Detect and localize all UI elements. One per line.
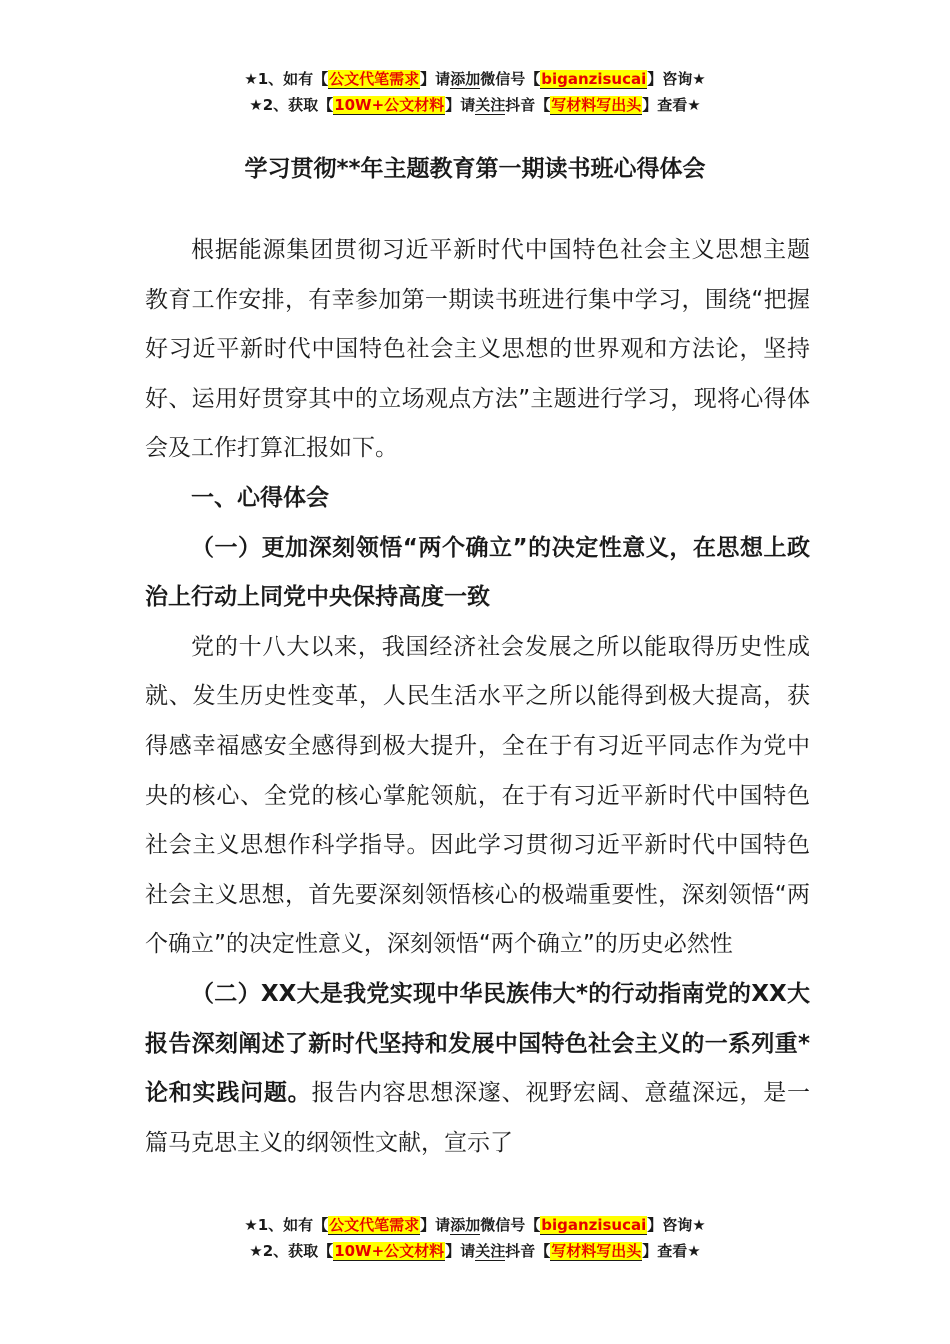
promo-text: ★1、如有【: [244, 1216, 329, 1234]
promo-text: 微信号【: [480, 70, 541, 88]
promo-text: 】请: [420, 1216, 451, 1234]
promo-text: 】请: [445, 96, 476, 114]
promo-text: ★2、获取【: [249, 96, 334, 114]
promo-banner-top: [0, 66, 950, 118]
subsection-heading-1: （一）更加深刻领悟“两个确立”的决定性意义，在思想上政治上行动上同党中央保持高度一致: [145, 534, 810, 611]
promo-text: 】查看★: [642, 96, 701, 114]
promo-text: 】查看★: [642, 1242, 701, 1260]
promo-text: 】咨询★: [647, 70, 706, 88]
document-body: [145, 226, 810, 1168]
promo-line-2: [0, 92, 950, 118]
promo-underline: 关注: [475, 1242, 506, 1260]
promo-text: 抖音【: [505, 96, 551, 114]
promo-highlight: 10W+公文材料: [334, 1242, 445, 1260]
promo-text: 微信号【: [480, 1216, 541, 1234]
promo-highlight: biganzisucai: [541, 1216, 647, 1234]
promo-highlight: 公文代笔需求: [329, 70, 420, 88]
promo-text: ★2、获取【: [249, 1242, 334, 1260]
document-title: 学习贯彻**年主题教育第一期读书班心得体会: [244, 156, 706, 182]
intro-paragraph: 根据能源集团贯彻习近平新时代中国特色社会主义思想主题教育工作安排，有幸参加第一期读书班进行集中学习，围绕“把握好习近平新时代中国特色社会主义思想的世界观和方法论，坚持好、运用好贯穿其中的立场观点方法”主题进行学习，现将心得体会及工作打算汇报如下。: [145, 237, 810, 462]
promo-text: 】请: [445, 1242, 476, 1260]
promo-highlight: 写材料写出头: [551, 96, 642, 114]
promo-highlight: 10W+公文材料: [334, 96, 445, 114]
subsection-body-2: 报告内容思想深邃、视野宏阔、意蕴深远，是一篇马克思主义的纲领性文献，宣示了: [145, 1080, 811, 1156]
promo-underline: 添加: [450, 1216, 481, 1234]
promo-banner-bottom: [0, 1212, 950, 1264]
promo-line-2: [0, 1238, 950, 1264]
section-heading: 一、心得体会: [191, 484, 329, 511]
promo-text: 抖音【: [505, 1242, 551, 1260]
promo-underline: 添加: [450, 70, 481, 88]
promo-text: 】咨询★: [647, 1216, 706, 1234]
promo-text: ★1、如有【: [244, 70, 329, 88]
promo-line-1: [0, 66, 950, 92]
promo-line-1: [0, 1212, 950, 1238]
promo-underline: 关注: [475, 96, 506, 114]
subsection-heading-2: （二）XX大是我党实现中华民族伟大*的行动指南党的XX大报告深刻阐述了新时代坚持和发展中国特色社会主义的一系列重*论和实践问题。: [145, 980, 810, 1107]
body-paragraph: 党的十八大以来，我国经济社会发展之所以能取得历史性成就、发生历史性变革，人民生活水平之所以能得到极大提高，获得感幸福感安全感得到极大提升，全在于有习近平同志作为党中央的核心、全党的核心掌舵领航，在于有习近平新时代中国特色社会主义思想作科学指导。因此学习贯彻习近平新时代中国特色社会主义思想，首先要深刻领悟核心的极端重要性，深刻领悟“两个确立”的决定性意义，深刻领悟“两个确立”的历史必然性: [145, 633, 810, 958]
subsection-paragraph-2: [145, 970, 810, 1168]
promo-text: 】请: [420, 70, 451, 88]
promo-highlight: biganzisucai: [541, 70, 647, 88]
promo-highlight: 写材料写出头: [551, 1242, 642, 1260]
promo-highlight: 公文代笔需求: [329, 1216, 420, 1234]
